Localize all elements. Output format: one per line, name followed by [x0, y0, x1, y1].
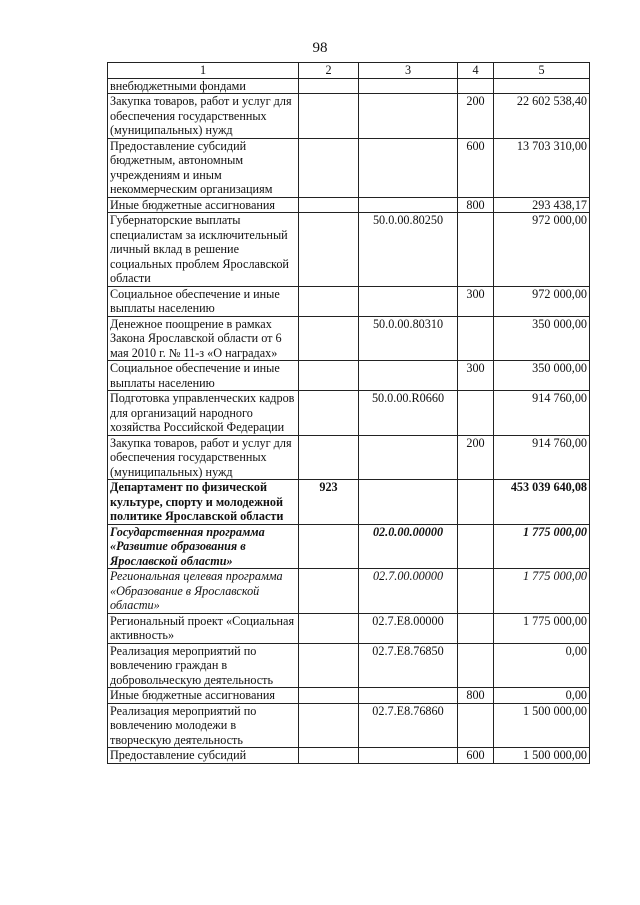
table-row [108, 435, 590, 480]
dept-code-cell [299, 286, 359, 316]
dept-code-cell [299, 78, 359, 94]
row-name-cell: Региональный проект «Социальная активность» [108, 613, 299, 643]
table-row [108, 78, 590, 94]
target-code-cell: 02.7.E8.76850 [359, 643, 458, 688]
expense-type-cell [458, 703, 494, 748]
amount-cell: 1 500 000,00 [494, 703, 590, 748]
dept-code-cell: 923 [299, 480, 359, 525]
row-name-cell: Подготовка управленческих кадров для организаций народного хозяйства Российской Федерации [108, 391, 299, 436]
dept-code-cell [299, 613, 359, 643]
amount-cell: 453 039 640,08 [494, 480, 590, 525]
table-row [108, 643, 590, 688]
row-name-cell: Закупка товаров, работ и услуг для обеспечения государственных (муниципальных) нужд [108, 94, 299, 139]
dept-code-cell [299, 94, 359, 139]
target-code-cell [359, 286, 458, 316]
expense-type-cell [458, 569, 494, 614]
target-code-cell [359, 94, 458, 139]
amount-cell: 914 760,00 [494, 435, 590, 480]
expense-type-cell [458, 643, 494, 688]
table-row [108, 480, 590, 525]
row-name-cell: Предоставление субсидий [108, 748, 299, 764]
amount-cell: 350 000,00 [494, 361, 590, 391]
dept-code-cell [299, 703, 359, 748]
target-code-cell: 02.7.00.00000 [359, 569, 458, 614]
row-name-cell: Реализация мероприятий по вовлечению граждан в добровольческую деятельность [108, 643, 299, 688]
amount-cell: 914 760,00 [494, 391, 590, 436]
target-code-cell [359, 748, 458, 764]
expense-type-cell [458, 78, 494, 94]
target-code-cell: 50.0.00.R0660 [359, 391, 458, 436]
amount-cell: 350 000,00 [494, 316, 590, 361]
row-name-cell: Реализация мероприятий по вовлечению молодежи в творческую деятельность [108, 703, 299, 748]
target-code-cell: 50.0.00.80310 [359, 316, 458, 361]
target-code-cell [359, 197, 458, 213]
expense-type-cell [458, 391, 494, 436]
dept-code-cell [299, 361, 359, 391]
table-row [108, 569, 590, 614]
row-name-cell: Департамент по физической культуре, спорту и молодежной политике Ярославской области [108, 480, 299, 525]
expense-type-cell: 200 [458, 435, 494, 480]
amount-cell: 1 775 000,00 [494, 569, 590, 614]
target-code-cell: 02.0.00.00000 [359, 524, 458, 569]
header-col-1: 1 [108, 63, 299, 79]
row-name-cell: Государственная программа «Развитие образования в Ярославской области» [108, 524, 299, 569]
amount-cell: 972 000,00 [494, 286, 590, 316]
table-row [108, 688, 590, 704]
target-code-cell: 02.7.E8.76860 [359, 703, 458, 748]
expense-type-cell: 800 [458, 688, 494, 704]
amount-cell: 1 775 000,00 [494, 613, 590, 643]
expense-type-cell: 300 [458, 286, 494, 316]
amount-cell [494, 78, 590, 94]
amount-cell: 0,00 [494, 643, 590, 688]
dept-code-cell [299, 391, 359, 436]
expense-type-cell [458, 524, 494, 569]
row-name-cell: внебюджетными фондами [108, 78, 299, 94]
row-name-cell: Социальное обеспечение и иные выплаты населению [108, 361, 299, 391]
table-row [108, 286, 590, 316]
row-name-cell: Иные бюджетные ассигнования [108, 688, 299, 704]
dept-code-cell [299, 569, 359, 614]
table-row [108, 524, 590, 569]
header-row [108, 63, 590, 79]
header-col-3: 3 [359, 63, 458, 79]
amount-cell: 1 775 000,00 [494, 524, 590, 569]
dept-code-cell [299, 643, 359, 688]
dept-code-cell [299, 197, 359, 213]
expense-type-cell: 600 [458, 138, 494, 197]
page-number: 98 [312, 40, 328, 56]
amount-cell: 1 500 000,00 [494, 748, 590, 764]
table-row [108, 138, 590, 197]
dept-code-cell [299, 688, 359, 704]
expense-type-cell [458, 613, 494, 643]
row-name-cell: Региональная целевая программа «Образование в Ярославской области» [108, 569, 299, 614]
dept-code-cell [299, 138, 359, 197]
expense-type-cell: 200 [458, 94, 494, 139]
budget-table [107, 62, 590, 764]
header-col-4: 4 [458, 63, 494, 79]
row-name-cell: Иные бюджетные ассигнования [108, 197, 299, 213]
amount-cell: 972 000,00 [494, 213, 590, 287]
target-code-cell [359, 78, 458, 94]
dept-code-cell [299, 316, 359, 361]
table-row [108, 613, 590, 643]
expense-type-cell: 600 [458, 748, 494, 764]
target-code-cell [359, 138, 458, 197]
table-row [108, 213, 590, 287]
expense-type-cell [458, 480, 494, 525]
row-name-cell: Закупка товаров, работ и услуг для обеспечения государственных (муниципальных) нужд [108, 435, 299, 480]
dept-code-cell [299, 435, 359, 480]
amount-cell: 0,00 [494, 688, 590, 704]
table-row [108, 703, 590, 748]
target-code-cell [359, 361, 458, 391]
amount-cell: 22 602 538,40 [494, 94, 590, 139]
table-row [108, 361, 590, 391]
amount-cell: 13 703 310,00 [494, 138, 590, 197]
target-code-cell: 02.7.E8.00000 [359, 613, 458, 643]
dept-code-cell [299, 524, 359, 569]
target-code-cell: 50.0.00.80250 [359, 213, 458, 287]
target-code-cell [359, 435, 458, 480]
header-col-5: 5 [494, 63, 590, 79]
row-name-cell: Предоставление субсидий бюджетным, автономным учреждениям и иным некоммерческим организациям [108, 138, 299, 197]
expense-type-cell: 300 [458, 361, 494, 391]
row-name-cell: Денежное поощрение в рамках Закона Ярославской области от 6 мая 2010 г. № 11-з «О наградах» [108, 316, 299, 361]
expense-type-cell [458, 213, 494, 287]
dept-code-cell [299, 748, 359, 764]
table-row [108, 391, 590, 436]
amount-cell: 293 438,17 [494, 197, 590, 213]
table-row [108, 94, 590, 139]
expense-type-cell: 800 [458, 197, 494, 213]
row-name-cell: Губернаторские выплаты специалистам за исключительный личный вклад в решение социальных проблем Ярославской области [108, 213, 299, 287]
row-name-cell: Социальное обеспечение и иные выплаты населению [108, 286, 299, 316]
table-row [108, 748, 590, 764]
table-row [108, 197, 590, 213]
table-body [108, 78, 590, 763]
expense-type-cell [458, 316, 494, 361]
header-col-2: 2 [299, 63, 359, 79]
target-code-cell [359, 480, 458, 525]
target-code-cell [359, 688, 458, 704]
dept-code-cell [299, 213, 359, 287]
table-row [108, 316, 590, 361]
